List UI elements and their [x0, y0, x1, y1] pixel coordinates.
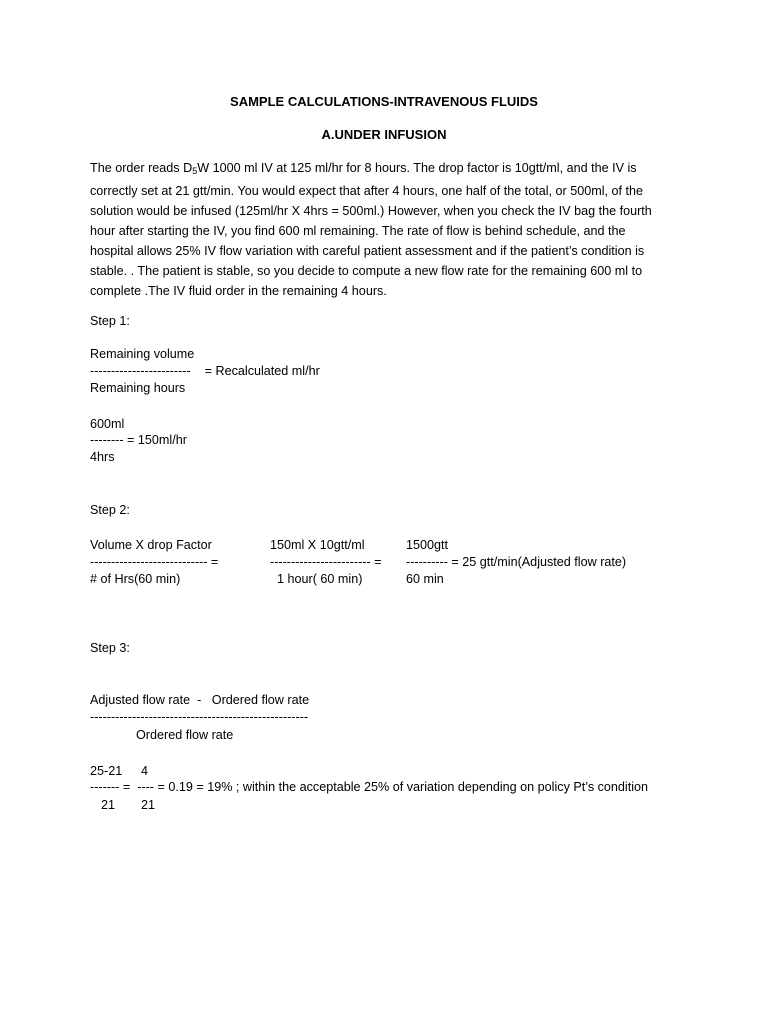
step3-numerator: Adjusted flow rate - Ordered flow rate [90, 693, 310, 707]
step2-values-denominator: 1 hour( 60 min) [277, 572, 363, 586]
step1-numerator: Remaining volume [90, 347, 195, 361]
step2-heading: Step 2: [90, 503, 130, 517]
step2-result-line: ---------- = 25 gtt/min(Adjusted flow rate) [406, 555, 627, 569]
step3-calc-numerator-a: 25-21 [90, 764, 123, 778]
step3-calc-denominator-b: 21 [141, 798, 156, 812]
step1-example-numerator: 600ml [90, 417, 125, 431]
intro-rest: W 1000 ml IV at 125 ml/hr for 8 hours. The drop factor is 10gtt/ml, and the IV is correctly set at 21 gtt/min. You would expect that after 4 hours, one half of the total, or 500ml, of the solution would be infused (125ml/hr X 4hrs = 500ml.) However, when you check the IV bag the fourth hour after starting the IV, you find 600 ml remaining. The rate of flow is behind schedule, and the hospital allows 25% IV flow variation with careful patient assessment and if the patient’s condition is stable. . The patient is stable, so you decide to compute a new flow rate for the remaining 600 ml to complete .The IV fluid order in the remaining 4 hours. [90, 161, 652, 298]
step3-denominator: Ordered flow rate [136, 728, 234, 742]
step2-result-numerator: 1500gtt [406, 538, 449, 552]
step3-calc-line: ------- = ---- = 0.19 = 19% ; within the acceptable 25% of variation depending on policy Pt’s condition [90, 780, 649, 794]
section-title: A.UNDER INFUSION [321, 127, 447, 142]
step3-calc-numerator-b: 4 [141, 764, 149, 778]
step1-example-denominator: 4hrs [90, 450, 115, 464]
step3-fraction-line: ---------------------------------------------------- [90, 710, 309, 724]
step1-fraction-line: ------------------------ = Recalculated ml/hr [90, 364, 320, 378]
document-title: SAMPLE CALCULATIONS-INTRAVENOUS FLUIDS [230, 94, 538, 109]
step3-heading: Step 3: [90, 641, 130, 655]
step2-formula-numerator: Volume X drop Factor [90, 538, 212, 552]
step1-heading: Step 1: [90, 314, 130, 328]
step2-formula-denominator: # of Hrs(60 min) [90, 572, 181, 586]
intro-subscript: 5 [192, 166, 198, 176]
step1-example-line: -------- = 150ml/hr [90, 433, 187, 447]
step3-calc-denominator-a: 21 [101, 798, 116, 812]
step2-formula-line: ---------------------------- = [90, 555, 219, 569]
step2-result-denominator: 60 min [406, 572, 444, 586]
intro-paragraph [90, 158, 670, 301]
step1-denominator: Remaining hours [90, 381, 186, 395]
step2-values-numerator: 150ml X 10gtt/ml [270, 538, 365, 552]
step2-values-line: ------------------------ = [270, 555, 382, 569]
intro-prefix: The order reads D [90, 161, 193, 175]
